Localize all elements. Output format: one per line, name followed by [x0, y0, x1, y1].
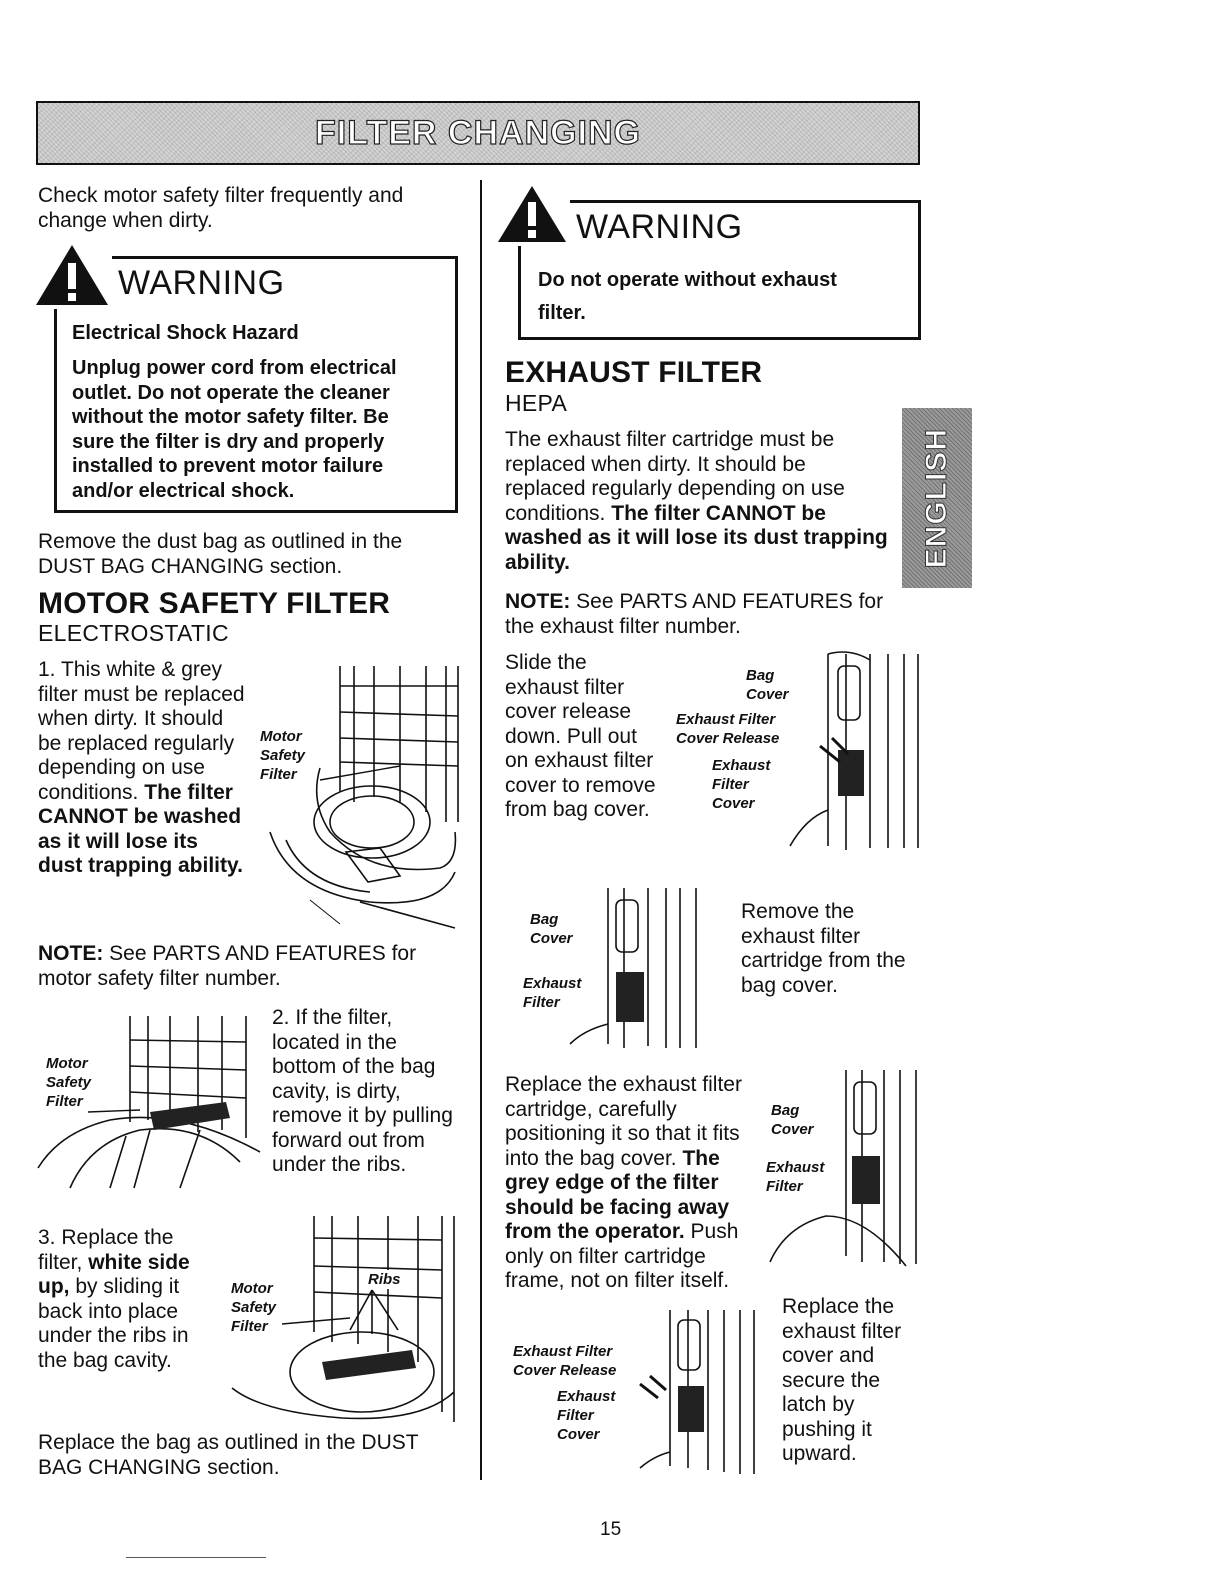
step1-text [38, 658, 248, 879]
exhaust-filter-subheading: HEPA [505, 390, 568, 416]
slide-text: Slide the exhaust filter cover release down. Pull out on exhaust filter cover to remove from bag cover. [505, 651, 656, 821]
replace-cartridge-text [505, 1073, 760, 1294]
replace-cartridge-end: Push only on filter cartridge frame, not on filter itself. [505, 1220, 739, 1292]
exhaust-note-text: See PARTS AND FEATURES for the exhaust filter number. [505, 590, 884, 638]
step1-number: 1. [38, 658, 56, 681]
fig1-label: Motor Safety Filter [260, 728, 306, 783]
motor-note-text: See PARTS AND FEATURES for motor safety filter number. [38, 942, 417, 990]
replace-cartridge-plain: Replace the exhaust filter cartridge, carefully positioning it so that it fits into the bag cover. [505, 1073, 742, 1170]
figA-cover-label: Exhaust Filter Cover [712, 757, 771, 812]
fig3-label: Motor Safety Filter [231, 1280, 277, 1335]
warning-text: Unplug power cord from electrical outlet. Do not operate the cleaner without the motor safety filter. Be sure the filter is dry and properly installed to prevent motor failure and/or electrical shock. [72, 357, 397, 502]
exhaust-paragraph-bold: The filter CANNOT be washed as it will lose its dust trapping ability. [505, 501, 888, 574]
language-tab: ENGLISH [902, 408, 972, 588]
remove-cartridge-text: Remove the exhaust filter cartridge from the bag cover. [741, 900, 906, 997]
exhaust-illustration-a [770, 650, 930, 856]
motor-note [38, 942, 458, 991]
figD-release-label: Exhaust Filter Cover Release [513, 1343, 617, 1379]
step3-text [38, 1226, 208, 1373]
page-title: FILTER CHANGING [314, 113, 641, 152]
step2-text [272, 1006, 462, 1178]
figC-bag-label: Bag Cover [771, 1102, 814, 1138]
warning-title: WARNING [118, 264, 285, 302]
fig2-label: Motor Safety Filter [46, 1055, 92, 1110]
exhaust-warning-title: WARNING [576, 208, 743, 246]
motor-filter-heading: MOTOR SAFETY FILTER [38, 587, 391, 620]
replace-cartridge-bold: The grey edge of the filter should be facing away from the operator. [505, 1146, 730, 1243]
warning-triangle-icon [498, 184, 570, 246]
footer-rule [126, 1557, 266, 1558]
section-banner [36, 101, 920, 165]
remove-bag-text: Remove the dust bag as outlined in the DUST BAG CHANGING section. [38, 530, 403, 578]
page-number: 15 [600, 1519, 622, 1540]
step1-plain: This white & grey filter must be replaced when dirty. It should be replaced regularly depending on use conditions. [38, 658, 245, 804]
exhaust-paragraph [505, 428, 890, 575]
motor-filter-subheading: ELECTROSTATIC [38, 620, 229, 646]
step3-b: by sliding it back into place under the ribs in the bag cavity. [38, 1275, 189, 1372]
motor-filter-illustration-1 [250, 662, 462, 934]
replace-cover-text: Replace the exhaust filter cover and secure the latch by pushing it upward. [782, 1295, 902, 1465]
exhaust-filter-heading: EXHAUST FILTER [505, 356, 763, 389]
step1-bold: The filter CANNOT be washed as it will lose its dust trapping ability. [38, 780, 243, 877]
step3-a: Replace the filter, [38, 1226, 174, 1274]
figD-cover-label: Exhaust Filter Cover [557, 1388, 616, 1443]
step3-bold: white side up, [38, 1250, 190, 1298]
figB-bag-label: Bag Cover [530, 911, 573, 947]
step3-number: 3. [38, 1226, 56, 1249]
exhaust-illustration-d [620, 1306, 780, 1476]
step2-body: If the filter, located in the bottom of the bag cavity, is dirty, remove it by pulling forward out from under the ribs. [272, 1006, 453, 1176]
exhaust-paragraph-plain: The exhaust filter cartridge must be replaced when dirty. It should be replaced regularly depending on use conditions. [505, 428, 845, 525]
figB-filter-label: Exhaust Filter [523, 975, 582, 1011]
intro-text: Check motor safety filter frequently and change when dirty. [38, 184, 404, 232]
figA-bag-label: Bag Cover [746, 667, 789, 703]
figA-release-label: Exhaust Filter Cover Release [676, 711, 780, 747]
exhaust-warning-text: Do not operate without exhaust filter. [538, 269, 837, 324]
fig3-ribs-label: Ribs [368, 1271, 401, 1288]
warning-triangle-icon [36, 243, 112, 309]
motor-note-label: NOTE: [38, 942, 104, 965]
column-divider [480, 180, 482, 1480]
warning-subtitle: Electrical Shock Hazard [72, 322, 299, 344]
exhaust-note [505, 590, 915, 639]
replace-bag-text: Replace the bag as outlined in the DUST BAG CHANGING section. [38, 1431, 419, 1479]
step2-number: 2. [272, 1006, 290, 1029]
figC-filter-label: Exhaust Filter [766, 1159, 825, 1195]
exhaust-note-label: NOTE: [505, 590, 571, 613]
